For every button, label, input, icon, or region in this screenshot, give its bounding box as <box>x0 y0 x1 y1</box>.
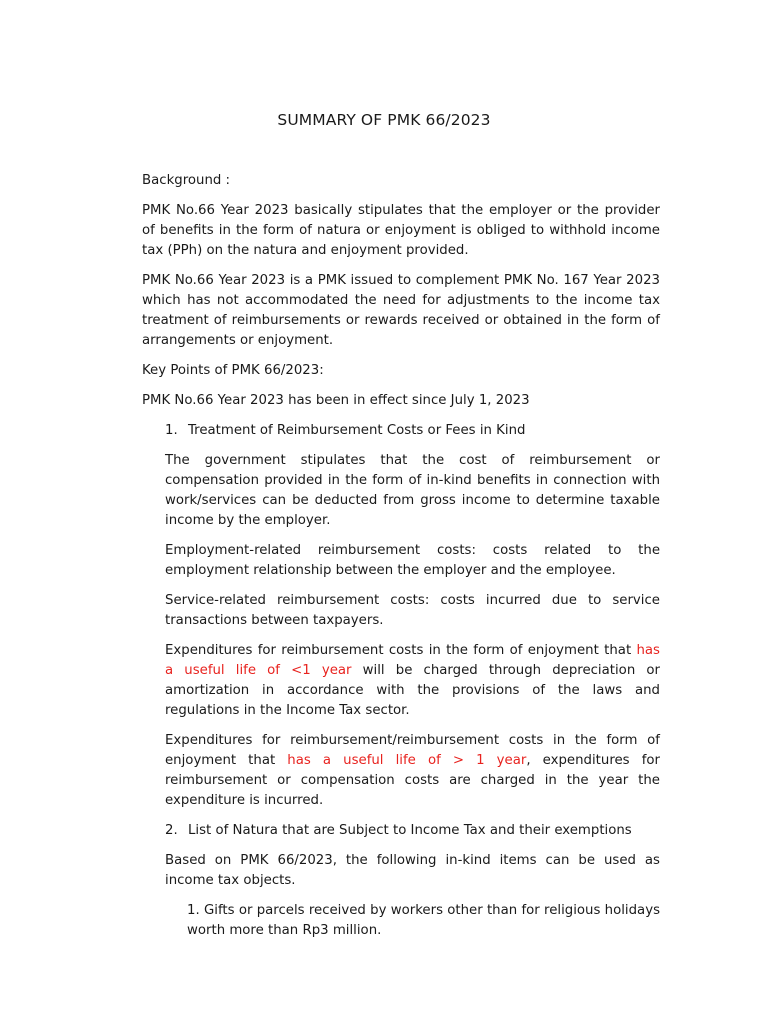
p5-text-after: , expenditures for reimbursement or compensation costs are charged in the year the expenditure is incurred. <box>165 753 660 808</box>
p5-text-before: Expenditures for reimbursement/reimbursement costs in the form of enjoyment that <box>165 733 660 768</box>
section-2-number: 2. <box>165 823 178 838</box>
p4-text-before: Expenditures for reimbursement costs in the form of enjoyment that <box>165 643 637 658</box>
section-2-heading <box>165 821 660 841</box>
section-1-paragraph-2: Employment-related reimbursement costs: costs related to the employment relationship between the employer and the employee. <box>165 543 660 578</box>
section-1-paragraph-1: The government stipulates that the cost of reimbursement or compensation provided in the form of in-kind benefits in connection with work/services can be deducted from gross income to determine taxable income by the employer. <box>165 453 660 528</box>
effect-line: PMK No.66 Year 2023 has been in effect since July 1, 2023 <box>142 393 530 408</box>
section-1-paragraph-5 <box>165 731 660 811</box>
paragraph-1: PMK No.66 Year 2023 basically stipulates that the employer or the provider of benefits in the form of natura or enjoyment is obliged to withhold income tax (PPh) on the natura and enjoyment provided. <box>142 203 660 258</box>
p4-highlight: has a useful life of <1 year <box>165 643 660 678</box>
section-2-paragraph-1: Based on PMK 66/2023, the following in-kind items can be used as income tax objects. <box>165 853 660 888</box>
document-title: SUMMARY OF PMK 66/2023 <box>277 111 491 129</box>
section-1-heading <box>165 421 660 441</box>
section-1-paragraph-4 <box>165 641 660 721</box>
paragraph-2: PMK No.66 Year 2023 is a PMK issued to complement PMK No. 167 Year 2023 which has not accommodated the need for adjustments to the income tax treatment of reimbursements or rewards received or obtained in the form of arrangements or enjoyment. <box>142 273 660 348</box>
section-1-heading-text: Treatment of Reimbursement Costs or Fees in Kind <box>188 423 526 438</box>
p5-highlight: has a useful life of > 1 year <box>287 753 527 768</box>
background-label: Background : <box>142 173 231 188</box>
section-1-paragraph-3: Service-related reimbursement costs: costs incurred due to service transactions between taxpayers. <box>165 593 660 628</box>
p4-text-after: will be charged through depreciation or amortization in accordance with the provisions of the laws and regulations in the Income Tax sector. <box>165 663 660 718</box>
key-points-label: Key Points of PMK 66/2023: <box>142 363 324 378</box>
section-2-heading-text: List of Natura that are Subject to Income Tax and their exemptions <box>188 823 632 838</box>
section-2-item-1: 1. Gifts or parcels received by workers other than for religious holidays worth more than Rp3 million. <box>187 903 660 938</box>
document-body <box>142 171 660 951</box>
section-1-number: 1. <box>165 423 178 438</box>
